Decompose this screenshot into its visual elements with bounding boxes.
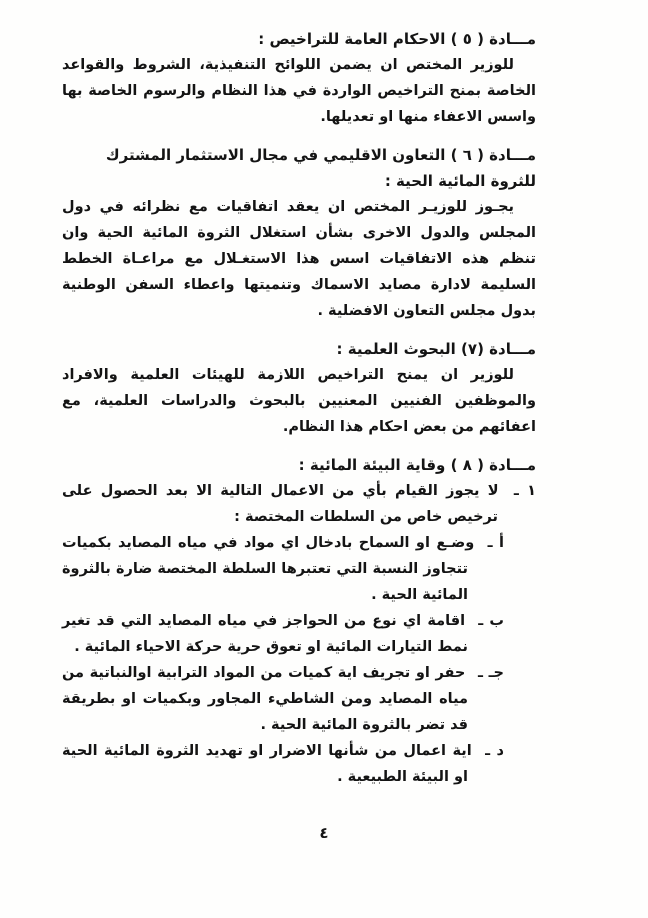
article-6-heading: مـــادة ( ٦ ) التعاون الاقليمي في مجال الاستثمار المشترك للثروة المائية الحية : (105, 146, 536, 190)
item-a-marker: أ ـ (487, 535, 504, 551)
article-8-item-j (62, 660, 504, 738)
clause-1-marker: ١ ـ (513, 483, 536, 499)
item-a-text: وضـع او السماح بادخال اي مواد في مياه المصايد بكميات تتجاوز النسبة التي تعتبرها السلطة المختصة ضارة بالثروة المائية الحية . (62, 535, 475, 603)
item-b-marker: ب ـ (478, 613, 504, 629)
item-d-marker: د ـ (485, 743, 504, 759)
article-6-body: يجـوز للوزيـر المختص ان يعقد اتفاقيات مع نظرائه في دول المجلس والدول الاخرى بشأن استغلال الثروة المائية الحية وان تنظم هذه الاتفاقيات اسس هذا الاستغـلال مع مراعـاة الخطط السليمة لادارة مصايد الاسماك وتنميتها واعطاء السفن الوطنية بدول مجلس التعاون الافضلية . (62, 199, 536, 319)
item-j-marker: جـ ـ (478, 665, 504, 681)
article-8-item-b (62, 608, 504, 660)
document-content (62, 26, 536, 790)
article-7-body: للوزير ان يمنح التراخيص اللازمة للهيئات العلمية والافراد والموظفين الفنيين المعنيين بالبحوث والدراسات العلمية، مع اعفائهم من بعض احكام هذا النظام. (62, 367, 536, 435)
article-5-heading: مـــادة ( ٥ ) الاحكام العامة للتراخيص : (258, 30, 536, 48)
item-d-text: اية اعمال من شأنها الاضرار او تهديد الثروة المائية الحية او البيئة الطبيعية . (62, 743, 472, 785)
article-8-item-d (62, 738, 504, 790)
article-8-item-a (62, 530, 504, 608)
item-b-text: اقامة اي نوع من الحواجز في مياه المصايد التي قد تغير نمط التيارات المائية او تعوق حرية حركة الاحياء المائية . (62, 613, 468, 655)
page-number: ٤ (319, 824, 329, 842)
article-8-clause-1 (62, 478, 536, 530)
article-8-heading: مـــادة ( ٨ ) وقاية البيئة المائية : (298, 456, 536, 474)
article-7-heading: مـــادة (٧) البحوث العلمية : (336, 340, 536, 358)
article-5-body: للوزير المختص ان يضمن اللوائح التنفيذية، الشروط والقواعد الخاصة بمنح التراخيص الواردة في هذا النظام والرسوم الخاصة بها واسس الاعفاء منها او تعديلها. (62, 57, 536, 125)
item-j-text: حفر او تجريف اية كميات من المواد الترابية اوالنباتية من مياه المصايد ومن الشاطيء المجاور وبكميات او بطريقة قد تضر بالثروة المائية الحية . (62, 665, 468, 733)
clause-1-text: لا يجوز القيام بأي من الاعمال التالية الا بعد الحصول على ترخيص خاص من السلطات المختصة : (62, 483, 499, 525)
